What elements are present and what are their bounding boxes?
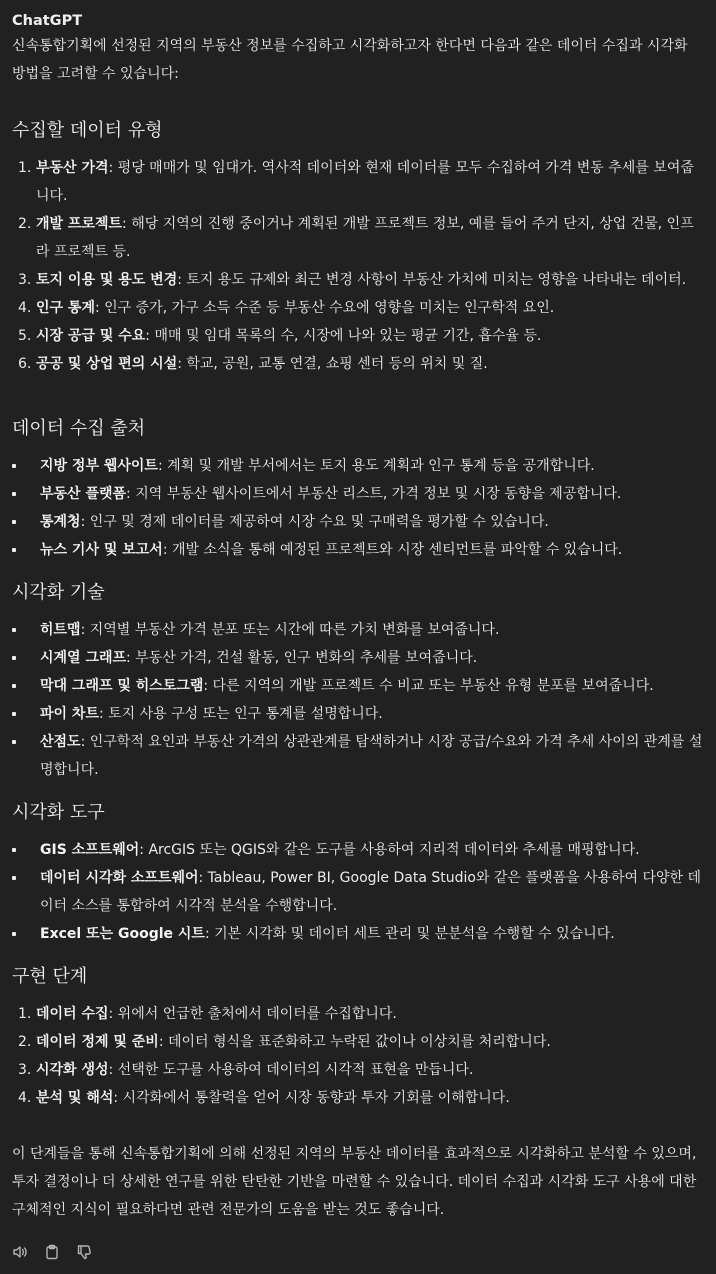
list-item [12, 480, 704, 508]
item-term: 막대 그래프 및 히스토그램 [40, 678, 204, 694]
item-text: : 토지 용도 규제와 최근 변경 사항이 부동산 가치에 미치는 영향을 나타내는 데이터. [177, 272, 687, 288]
item-text: : 선택한 도구를 사용하여 데이터의 시각적 표현을 만듭니다. [108, 1062, 474, 1078]
item-text: : 다른 지역의 개발 프로젝트 수 비교 또는 부동산 유형 분포를 보여줍니다. [203, 678, 654, 694]
item-term: 지방 정부 웹사이트 [40, 458, 158, 474]
item-term: 통계청 [40, 514, 81, 530]
item-text: : 토지 사용 구성 또는 인구 통계를 설명합니다. [98, 706, 383, 722]
bullet-icon [12, 548, 16, 552]
bullet-icon [12, 628, 16, 632]
list-item: 2. 개발 프로젝트: 해당 지역의 진행 중이거나 계획된 개발 프로젝트 정보, 예를 들어 주거 단지, 상업 건물, 인프라 프로젝트 등. [18, 216, 694, 260]
bullet-list [12, 836, 704, 948]
list-item [12, 728, 704, 784]
section-heading: 데이터 수집 출처 [12, 418, 146, 439]
list-item: 3. 시각화 생성: 선택한 도구를 사용하여 데이터의 시각적 표현을 만듭니다. [18, 1062, 474, 1078]
item-term: 시각화 생성 [36, 1062, 109, 1078]
item-term: 인구 통계 [36, 300, 95, 316]
item-term: 히트맵 [40, 622, 81, 638]
item-term: 분석 및 해석 [36, 1090, 114, 1106]
list-item: 6. 공공 및 상업 편의 시설: 학교, 공원, 교통 연결, 쇼핑 센터 등의 위치 및 질. [18, 356, 488, 372]
bullet-icon [12, 848, 16, 852]
item-text: : 해당 지역의 진행 중이거나 계획된 개발 프로젝트 정보, 예를 들어 주거 단지, 상업 건물, 인프라 프로젝트 등. [36, 216, 694, 260]
list-item [12, 644, 704, 672]
message-intro: 신속통합기획에 선정된 지역의 부동산 정보를 수집하고 시각화하고자 한다면 다음과 같은 데이터 수집과 시각화 방법을 고려할 수 있습니다: [12, 38, 688, 82]
list-item [12, 536, 704, 564]
item-term: 부동산 가격 [36, 160, 109, 176]
list-item: 4. 분석 및 해석: 시각화에서 통찰력을 얻어 시장 동향과 투자 기회를 이해합니다. [18, 1090, 510, 1106]
item-term: Excel 또는 Google 시트 [40, 926, 205, 942]
section-heading: 시각화 도구 [12, 802, 105, 823]
section-visualization-techniques [12, 578, 704, 784]
speaker-icon[interactable] [12, 1242, 28, 1258]
list-item [12, 616, 704, 644]
bullet-icon [12, 932, 16, 936]
item-term: 데이터 정제 및 준비 [36, 1034, 159, 1050]
ordered-list [12, 154, 704, 378]
section-heading: 시각화 기술 [12, 582, 105, 603]
list-item [12, 452, 704, 480]
item-term: 토지 이용 및 용도 변경 [36, 272, 178, 288]
item-text: : 개발 소식을 통해 예정된 프로젝트와 시장 센티먼트를 파악할 수 있습니다. [162, 542, 623, 558]
item-term: 데이터 시각화 소프트웨어 [40, 870, 199, 886]
bullet-icon [12, 712, 16, 716]
item-text: : 학교, 공원, 교통 연결, 쇼핑 센터 등의 위치 및 질. [177, 356, 488, 372]
item-term: 뉴스 기사 및 보고서 [40, 542, 163, 558]
message-actions [12, 1242, 92, 1258]
item-text: : 평당 매매가 및 임대가. 역사적 데이터와 현재 데이터를 모두 수집하여 가격 변동 추세를 보여줍니다. [36, 160, 694, 204]
item-text: : 부동산 가격, 건설 활동, 인구 변화의 추세를 보여줍니다. [126, 650, 478, 666]
item-text: : 매매 및 임대 목록의 수, 시장에 나와 있는 평균 기간, 흡수율 등. [145, 328, 542, 344]
list-item: 3. 토지 이용 및 용도 변경: 토지 용도 규제와 최근 변경 사항이 부동산 가치에 미치는 영향을 나타내는 데이터. [18, 272, 687, 288]
bullet-icon [12, 656, 16, 660]
item-text: : 데이터 형식을 표준화하고 누락된 값이나 이상치를 처리합니다. [158, 1034, 551, 1050]
item-term: 개발 프로젝트 [36, 216, 123, 232]
item-text: : 지역별 부동산 가격 분포 또는 시간에 따른 가치 변화를 보여줍니다. [80, 622, 500, 638]
item-text: : ArcGIS 또는 QGIS와 같은 도구를 사용하여 지리적 데이터와 추세를 매핑합니다. [139, 842, 640, 858]
list-item: 1. 데이터 수집: 위에서 언급한 출처에서 데이터를 수집합니다. [18, 1006, 397, 1022]
bullet-icon [12, 492, 16, 496]
list-item: 5. 시장 공급 및 수요: 매매 및 임대 목록의 수, 시장에 나와 있는 평균 기간, 흡수율 등. [18, 328, 542, 344]
bullet-icon [12, 876, 16, 880]
section-visualization-tools [12, 798, 704, 948]
list-item [12, 508, 704, 536]
clipboard-icon[interactable] [44, 1242, 60, 1258]
item-text: : 인구학적 요인과 부동산 가격의 상관관계를 탐색하거나 시장 공급/수요와 가격 추세 사이의 관계를 설명합니다. [40, 734, 703, 778]
item-term: 부동산 플랫폼 [40, 486, 127, 502]
item-text: : Tableau, Power BI, Google Data Studio와 같은 플랫폼을 사용하여 다양한 데이터 소스를 통합하여 시각적 분석을 수행합니다. [40, 870, 702, 914]
item-text: : 기본 시각화 및 데이터 세트 관리 및 분분석을 수행할 수 있습니다. [204, 926, 615, 942]
list-item [12, 864, 704, 920]
message-conclusion: 이 단계들을 통해 신속통합기획에 의해 선정된 지역의 부동산 데이터를 효과적으로 시각화하고 분석할 수 있으며, 투자 결정이나 더 상세한 연구를 위한 탄탄한 기반을 마련할 수 있습니다. 데이터 수집과 시각화 도구 사용에 대한 구체적인 지식이 필요하다면 관련 전문가의 도움을 받는 것도 좋습니다. [12, 1146, 697, 1218]
item-text: : 인구 증가, 가구 소득 수준 등 부동산 수요에 영향을 미치는 인구학적 요인. [94, 300, 555, 316]
item-text: : 계획 및 개발 부서에서는 토지 용도 계획과 인구 통계 등을 공개합니다. [157, 458, 595, 474]
item-term: 시장 공급 및 수요 [36, 328, 146, 344]
message-author: ChatGPT [12, 13, 83, 29]
item-term: GIS 소프트웨어 [40, 842, 140, 858]
section-implementation-steps [12, 962, 704, 1112]
list-item: 4. 인구 통계: 인구 증가, 가구 소득 수준 등 부동산 수요에 영향을 미치는 인구학적 요인. [18, 300, 555, 316]
item-text: : 시각화에서 통찰력을 얻어 시장 동향과 투자 기회를 이해합니다. [113, 1090, 510, 1106]
item-text: : 위에서 언급한 출처에서 데이터를 수집합니다. [108, 1006, 397, 1022]
section-data-types [12, 116, 704, 378]
item-term: 시계열 그래프 [40, 650, 127, 666]
list-item: 2. 데이터 정제 및 준비: 데이터 형식을 표준화하고 누락된 값이나 이상치를 처리합니다. [18, 1034, 551, 1050]
bullet-icon [12, 464, 16, 468]
section-heading: 수집할 데이터 유형 [12, 120, 163, 141]
list-item [12, 672, 704, 700]
item-term: 데이터 수집 [36, 1006, 109, 1022]
bullet-icon [12, 684, 16, 688]
section-heading: 구현 단계 [12, 966, 88, 987]
item-term: 산점도 [40, 734, 81, 750]
item-term: 파이 차트 [40, 706, 99, 722]
item-text: : 인구 및 경제 데이터를 제공하여 시장 수요 및 구매력을 평가할 수 있습니다. [80, 514, 549, 530]
bullet-icon [12, 520, 16, 524]
bullet-list [12, 452, 704, 564]
list-item: 1. 부동산 가격: 평당 매매가 및 임대가. 역사적 데이터와 현재 데이터를 모두 수집하여 가격 변동 추세를 보여줍니다. [18, 160, 694, 204]
bullet-list [12, 616, 704, 784]
list-item [12, 700, 704, 728]
item-text: : 지역 부동산 웹사이트에서 부동산 리스트, 가격 정보 및 시장 동향을 제공합니다. [126, 486, 622, 502]
bullet-icon [12, 740, 16, 744]
item-term: 공공 및 상업 편의 시설 [36, 356, 178, 372]
ordered-list [12, 1000, 704, 1112]
list-item [12, 836, 704, 864]
section-data-sources [12, 414, 704, 564]
list-item [12, 920, 704, 948]
thumbs-down-icon[interactable] [76, 1242, 92, 1258]
